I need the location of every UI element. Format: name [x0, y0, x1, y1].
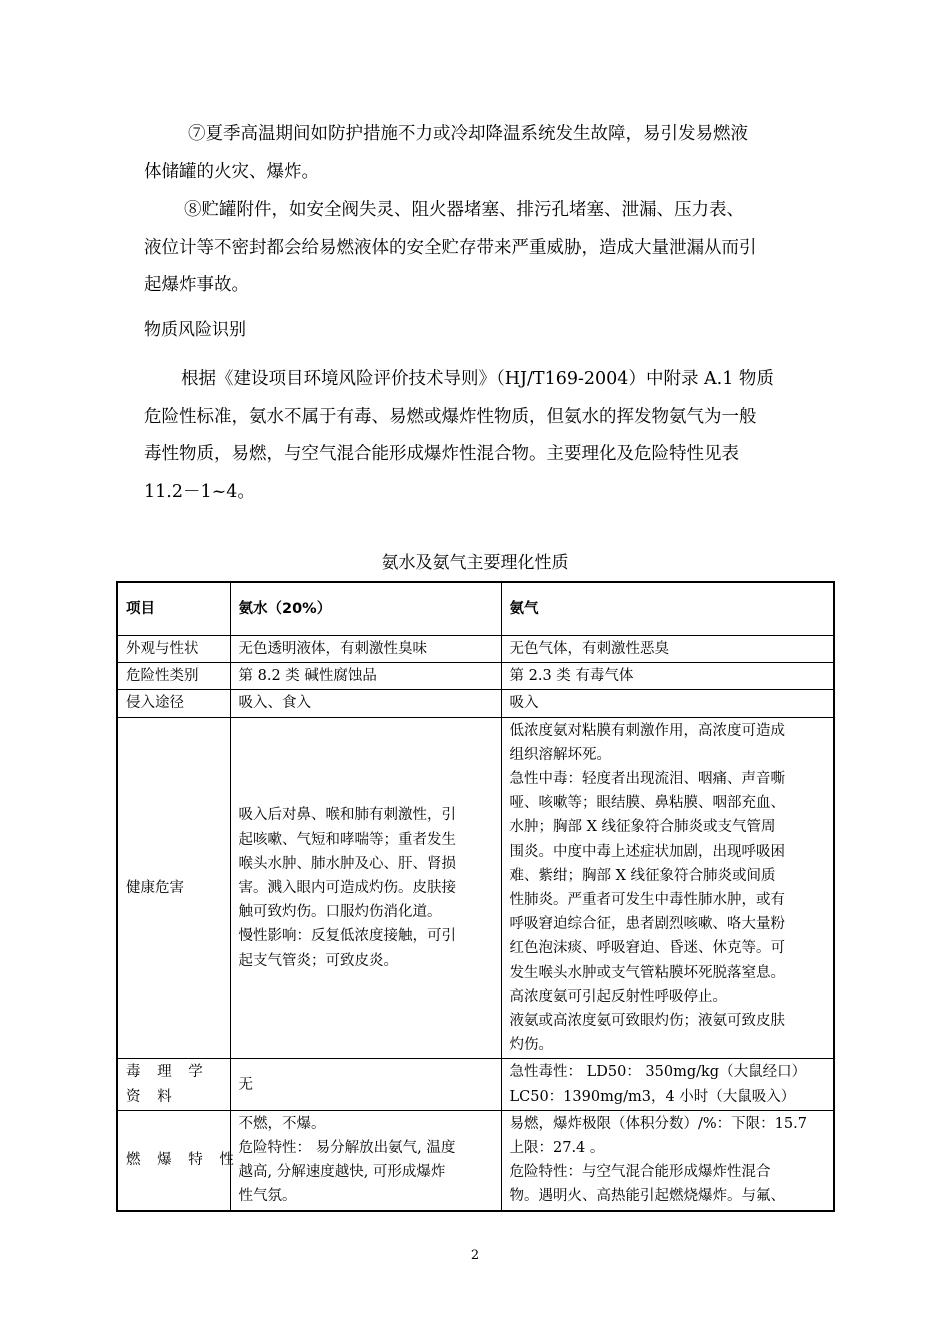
- header-ammonia-gas: 氨气: [501, 582, 834, 636]
- cell-line: 物。遇明火、高热能引起燃烧爆炸。与氟、: [509, 1188, 785, 1205]
- cell-line: 资 料: [126, 1088, 178, 1105]
- cell-ammonia-water: [230, 663, 501, 690]
- cell-line: 急性中毒：轻度者出现流泪、咽痛、声音嘶: [509, 771, 785, 788]
- cell-ammonia-gas: [501, 663, 834, 690]
- text-line: ⑧贮罐附件，如安全阀失灵、阻火器堵塞、排污孔堵塞、泄漏、压力表、: [184, 200, 744, 220]
- cell-line: 吸入后对鼻、喉和肺有刺激性，引: [238, 807, 456, 824]
- paragraph-substance-identification: [144, 361, 808, 511]
- table-header-row: [117, 582, 834, 636]
- table-row: [117, 1110, 834, 1210]
- cell-line: 红色泡沫痰、呼吸窘迫、昏迷、休克等。可: [509, 940, 785, 957]
- cell-line: 第 8.2 类 碱性腐蚀品: [238, 668, 377, 685]
- cell-ammonia-gas: [501, 636, 834, 663]
- cell-item: [117, 663, 230, 690]
- cell-line: 急性毒性： LD50： 350mg/kg（大鼠经口）: [509, 1064, 807, 1081]
- table-row: [117, 1059, 834, 1110]
- text-line: 危险性标准，氨水不属于有毒、易燃或爆炸性物质，但氨水的挥发物氨气为一般: [144, 406, 757, 427]
- text-line: 11.2－1~4。: [144, 481, 255, 502]
- cell-line: 喉头水肿、肺水肿及心、肝、肾损: [238, 855, 456, 872]
- cell-item: [117, 690, 230, 717]
- cell-line: LC50：1390mg/m3，4 小时（大鼠吸入）: [509, 1088, 796, 1105]
- cell-line: 难、紫绀；胸部 X 线征象符合肺炎或间质: [509, 867, 776, 884]
- cell-ammonia-water: [230, 717, 501, 1059]
- cell-line: 水肿；胸部 X 线征象符合肺炎或支气管周: [509, 819, 776, 836]
- table-row: [117, 690, 834, 717]
- cell-line: 危险特性： 易分解放出氨气, 温度: [238, 1140, 456, 1157]
- cell-line: 易燃，爆炸极限（体积分数）/%：下限：15.7: [509, 1115, 807, 1132]
- cell-line: 呼吸窘迫综合征，患者剧烈咳嗽、咯大量粉: [509, 916, 785, 933]
- cell-line: 哑、咳嗽等；眼结膜、鼻粘膜、咽部充血、: [509, 795, 785, 812]
- table-caption: 氨水及氨气主要理化性质: [381, 553, 569, 573]
- cell-item: [117, 1059, 230, 1110]
- cell-line: 慢性影响：反复低浓度接触，可引: [238, 928, 456, 945]
- cell-line: 发生喉头水肿或支气管粘膜坏死脱落窒息。: [509, 964, 785, 981]
- cell-line: 危险特性：与空气混合能形成爆炸性混合: [509, 1164, 771, 1181]
- section-heading: 物质风险识别: [144, 320, 246, 340]
- header-ammonia-water: 氨水（20%）: [230, 582, 501, 636]
- page-number: 2: [470, 1248, 480, 1263]
- text-line: 液位计等不密封都会给易燃液体的安全贮存带来严重威胁，造成大量泄漏从而引: [144, 237, 757, 258]
- table-row: [117, 636, 834, 663]
- cell-line: 吸入: [509, 695, 539, 712]
- text-line: ⑦夏季高温期间如防护措施不力或冷却降温系统发生故障，易引发易燃液: [188, 124, 748, 144]
- cell-line: 液氨或高浓度氨可致眼灼伤；液氨可致皮肤: [509, 1013, 785, 1030]
- cell-line: 无色气体，有刺激性恶臭: [509, 641, 669, 657]
- cell-ammonia-gas: [501, 1110, 834, 1210]
- cell-line: 不燃，不爆。: [238, 1115, 326, 1132]
- cell-line: 组织溶解坏死。: [509, 746, 611, 763]
- cell-ammonia-water: [230, 690, 501, 717]
- cell-ammonia-water: [230, 1059, 501, 1110]
- cell-line: 危险性类别: [126, 668, 199, 685]
- cell-line: 侵入途径: [126, 695, 184, 712]
- cell-line: 灼伤。: [509, 1037, 553, 1054]
- text-line: 起爆炸事故。: [144, 275, 249, 295]
- cell-line: 第 2.3 类 有毒气体: [509, 668, 634, 685]
- cell-line: 越高, 分解速度越快, 可形成爆炸: [238, 1164, 446, 1181]
- paragraph-summer-fire-risk: [144, 116, 808, 191]
- table-row: [117, 717, 834, 1059]
- cell-line: 起支气管炎；可致皮炎。: [238, 952, 398, 969]
- cell-ammonia-gas: [501, 690, 834, 717]
- cell-line: 害。溅入眼内可造成灼伤。皮肤接: [238, 879, 456, 896]
- cell-line: 无: [238, 1076, 253, 1093]
- properties-table: [116, 581, 835, 1212]
- cell-line: 燃 爆 特 性: [126, 1152, 240, 1169]
- header-item: 项目: [117, 582, 230, 636]
- text-line: 体储罐的火灾、爆炸。: [144, 161, 319, 182]
- cell-line: 上限：27.4 。: [509, 1140, 605, 1157]
- cell-line: 健康危害: [126, 879, 184, 896]
- cell-item: [117, 636, 230, 663]
- cell-line: 围炎。中度中毒上述症状加剧，出现呼吸困: [509, 843, 785, 860]
- cell-ammonia-water: [230, 636, 501, 663]
- cell-line: 外观与性状: [126, 641, 199, 657]
- paragraph-tank-accessories: [144, 192, 808, 305]
- table-row: [117, 663, 834, 690]
- cell-line: 触可致灼伤。口服灼伤消化道。: [238, 904, 442, 921]
- cell-line: 性肺炎。严重者可发生中毒性肺水肿，或有: [509, 892, 785, 909]
- cell-line: 吸入、食入: [238, 695, 311, 712]
- cell-line: 高浓度氨可引起反射性呼吸停止。: [509, 988, 727, 1005]
- cell-line: 毒 理 学: [126, 1064, 209, 1081]
- cell-line: 无色透明液体，有刺激性臭味: [238, 641, 427, 657]
- cell-line: 低浓度氨对粘膜有刺激作用，高浓度可造成: [509, 722, 785, 739]
- text-line: 根据《建设项目环境风险评价技术导则》（HJ/T169-2004）中附录 A.1 物质: [181, 369, 774, 389]
- cell-ammonia-gas: [501, 1059, 834, 1110]
- cell-ammonia-water: [230, 1110, 501, 1210]
- cell-item: [117, 717, 230, 1059]
- cell-line: 性气氛。: [238, 1188, 297, 1205]
- cell-ammonia-gas: [501, 717, 834, 1059]
- cell-line: 起咳嗽、气短和哮喘等；重者发生: [238, 831, 456, 848]
- cell-item: [117, 1110, 240, 1210]
- text-line: 毒性物质，易燃，与空气混合能形成爆炸性混合物。主要理化及危险特性见表: [144, 444, 739, 464]
